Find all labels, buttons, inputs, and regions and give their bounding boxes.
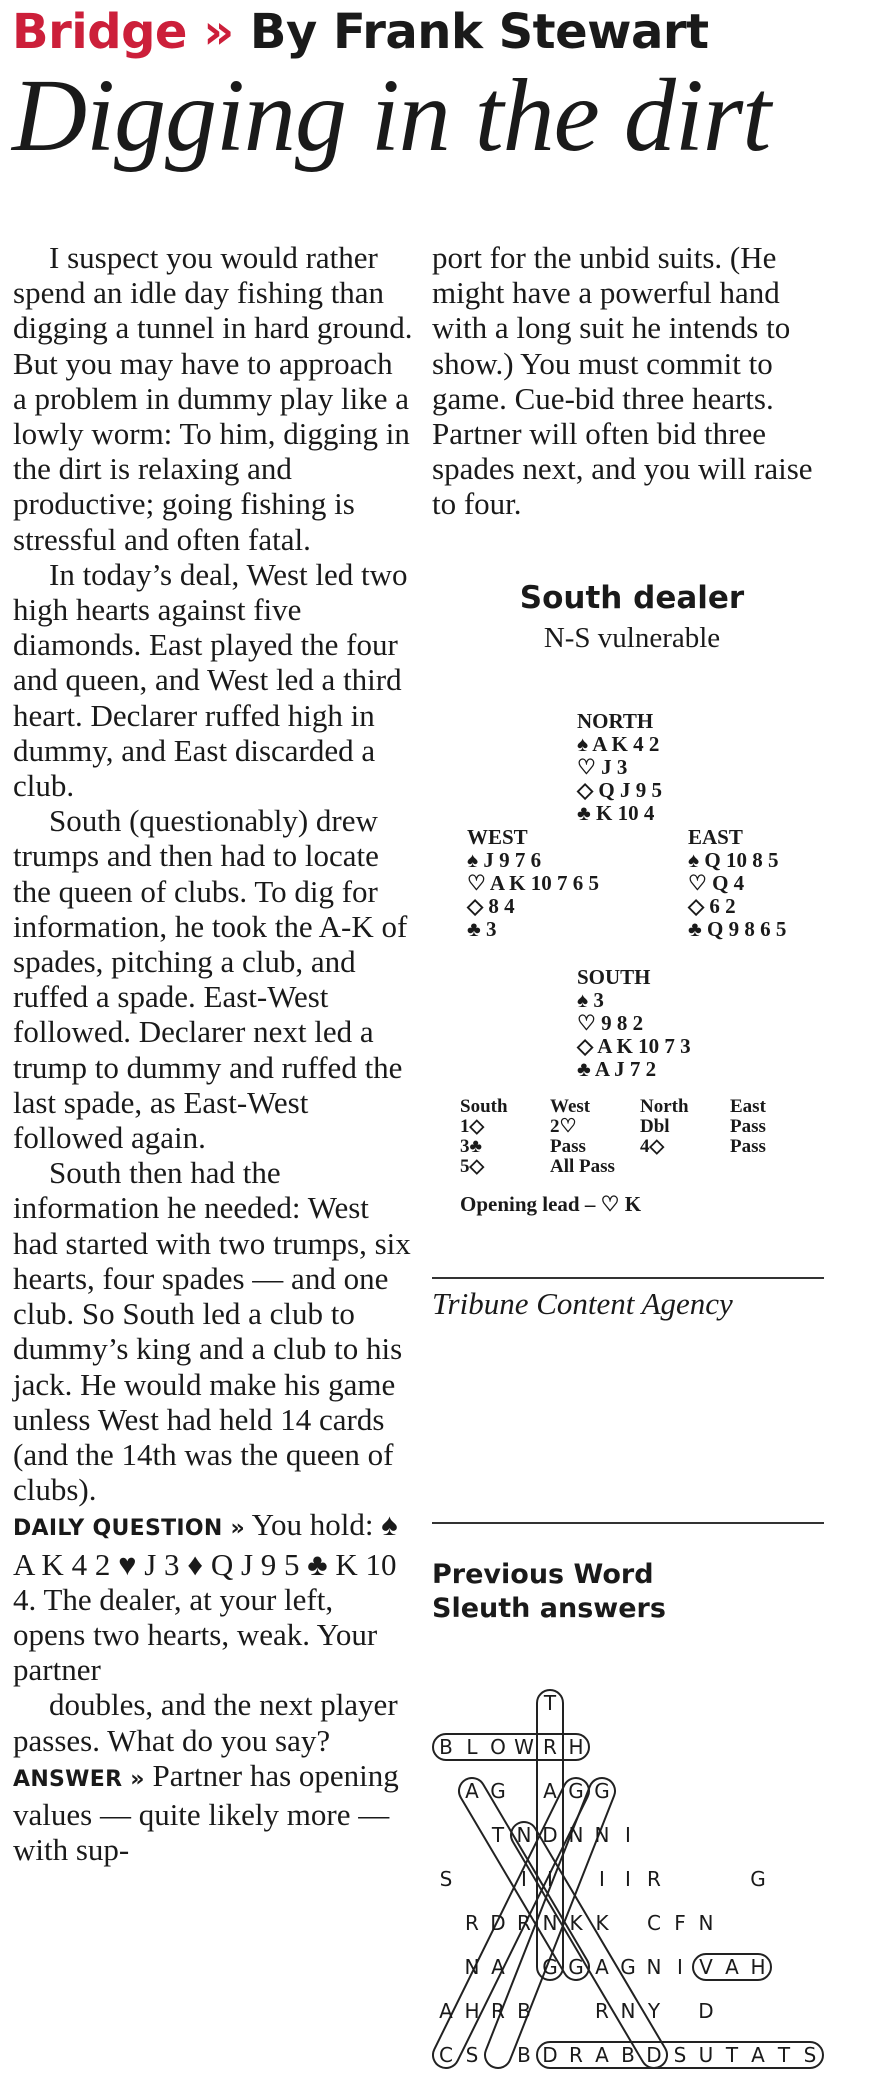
- puzzle-letter: L: [466, 1735, 478, 1759]
- daily-question: [13, 1507, 413, 1687]
- auction-header-row: [460, 1097, 820, 1117]
- paragraph-4: South then had the information he needed: West had started with two trumps, six hearts, four spades — and one club. So South led a club to dummy’s king and a club to his jack. He would make his game unless West had held 14 cards (and the 14th was the queen of clubs).: [13, 1155, 411, 1508]
- paragraph-3: South (questionably) drew trumps and then had to locate the queen of clubs. To dig for information, he took the A-K of spades, pitching a club, and ruffed a spade. East-West followed. Declarer next led a trump to dummy and ruffed the last spade, as East-West followed again.: [13, 803, 408, 1156]
- puzzle-letter: A: [439, 1999, 453, 2023]
- puzzle-letter: C: [439, 2043, 453, 2067]
- puzzle-letter: I: [547, 1867, 553, 1891]
- daily-question-label: DAILY QUESTION »: [13, 1516, 246, 1542]
- puzzle-letter: R: [543, 1735, 557, 1759]
- byline: By Frank Stewart: [249, 4, 709, 60]
- previous-answers-title: [432, 1558, 812, 1626]
- auction-bid: All Pass: [550, 1156, 615, 1177]
- answer-text: Partner has opening values — quite likely more — with sup-: [13, 1757, 399, 1868]
- puzzle-letter: G: [594, 1779, 610, 1803]
- previous-answers-title-line2: Sleuth answers: [432, 1593, 666, 1624]
- north-hand: [577, 710, 662, 825]
- south-diamonds: ◇ A K 10 7 3: [577, 1034, 691, 1058]
- puzzle-letter: A: [491, 1955, 505, 1979]
- auction-bid: Pass: [550, 1136, 586, 1157]
- auction-header-west: West: [550, 1096, 591, 1117]
- auction-table: [460, 1097, 820, 1177]
- east-diamonds: ◇ 6 2: [688, 894, 736, 918]
- answer-label: ANSWER »: [13, 1766, 145, 1792]
- puzzle-letter: T: [725, 2043, 739, 2067]
- south-hand: [577, 966, 691, 1081]
- article-right-column: [432, 240, 832, 522]
- west-label: WEST: [467, 825, 528, 849]
- auction-bid: Pass: [730, 1136, 766, 1157]
- puzzle-letter: D: [646, 2043, 662, 2067]
- puzzle-letter: N: [620, 1999, 636, 2023]
- auction-bid: [730, 1157, 820, 1177]
- paragraph-2: In today’s deal, West led two high hearts against five diamonds. East played the four and queen, and West led a third heart. Declarer ruffed high in dummy, and East discarded a club.: [13, 556, 408, 804]
- puzzle-letter: U: [698, 2043, 714, 2067]
- puzzle-letter: H: [464, 1999, 480, 2023]
- east-clubs: ♣ Q 9 8 6 5: [688, 917, 787, 941]
- east-hand: [688, 826, 786, 941]
- puzzle-letter: D: [698, 1999, 714, 2023]
- puzzle-letter: S: [465, 2043, 479, 2067]
- puzzle-letter: A: [595, 1955, 609, 1979]
- puzzle-letter: I: [625, 1867, 631, 1891]
- south-spades: ♠ 3: [577, 988, 604, 1012]
- page-header: [12, 4, 882, 173]
- auction-row: [460, 1137, 820, 1157]
- deal-title: South dealer: [519, 580, 745, 616]
- puzzle-letter: G: [568, 1955, 584, 1979]
- puzzle-letter: N: [646, 1955, 662, 1979]
- puzzle-letter: A: [751, 2043, 765, 2067]
- north-hearts: ♡ J 3: [577, 755, 628, 779]
- auction-row: [460, 1117, 820, 1137]
- puzzle-letter: O: [490, 1735, 506, 1759]
- auction-bid: 1◇: [460, 1116, 485, 1137]
- column-kicker: [12, 4, 882, 60]
- south-label: SOUTH: [577, 965, 651, 989]
- auction-bid: [640, 1157, 730, 1177]
- puzzle-letter: N: [542, 1911, 558, 1935]
- puzzle-letter: B: [439, 1735, 453, 1759]
- puzzle-letter: I: [599, 1867, 605, 1891]
- puzzle-letter: D: [490, 1911, 506, 1935]
- east-label: EAST: [688, 825, 743, 849]
- credit-line: Tribune Content Agency: [432, 1286, 733, 1321]
- puzzle-letter: T: [777, 2043, 791, 2067]
- headline: Digging in the dirt: [12, 58, 771, 173]
- puzzle-letter: T: [543, 1691, 557, 1715]
- puzzle-letter: A: [465, 1779, 479, 1803]
- puzzle-letter: H: [750, 1955, 766, 1979]
- puzzle-letter: R: [517, 1911, 531, 1935]
- puzzle-letter: B: [517, 2043, 531, 2067]
- puzzle-letter: G: [620, 1955, 636, 1979]
- puzzle-word-loop: [506, 1817, 672, 2073]
- paragraph-1: I suspect you would rather spend an idle day fishing than digging a tunnel in hard ground. But you may have to approach a problem in dummy play like a lowly worm: To him, digging in the dirt is relaxing and productive; going fishing is stressful and often fatal.: [13, 240, 413, 557]
- deal-vulnerability: N-S vulnerable: [543, 622, 721, 654]
- puzzle-word-loop: [433, 1734, 589, 1760]
- puzzle-letter: D: [542, 2043, 558, 2067]
- west-spades: ♠ J 9 7 6: [467, 848, 542, 872]
- auction-bid: 5◇: [460, 1156, 485, 1177]
- auction-bid: 2♡: [550, 1116, 577, 1137]
- answer-continued: port for the unbid suits. (He might have a powerful hand with a long suit he intends to show.) You must commit to game. Cue-bid three hearts. Partner will often bid three spades next, and you will raise to four.: [432, 240, 813, 522]
- puzzle-letter: R: [465, 1911, 479, 1935]
- puzzle-letter: H: [568, 1735, 584, 1759]
- north-diamonds: ◇ Q J 9 5: [577, 778, 662, 802]
- divider: [432, 1277, 824, 1279]
- auction-header-north: North: [640, 1096, 689, 1117]
- puzzle-letter: R: [647, 1867, 661, 1891]
- puzzle-letter: V: [699, 1955, 713, 1979]
- auction-bid: 4◇: [640, 1136, 665, 1157]
- puzzle-letter: N: [516, 1823, 532, 1847]
- puzzle-letter: I: [521, 1867, 527, 1891]
- puzzle-letter: A: [725, 1955, 739, 1979]
- auction-row: [460, 1157, 820, 1177]
- east-hearts: ♡ Q 4: [688, 871, 745, 895]
- puzzle-letter: R: [491, 1999, 505, 2023]
- puzzle-letter: N: [698, 1911, 714, 1935]
- puzzle-letter: K: [569, 1911, 583, 1935]
- south-hearts: ♡ 9 8 2: [577, 1011, 644, 1035]
- north-label: NORTH: [577, 709, 654, 733]
- puzzle-letter: N: [568, 1823, 584, 1847]
- puzzle-letter: N: [464, 1955, 480, 1979]
- west-hand: [467, 826, 599, 941]
- puzzle-letter: S: [673, 2043, 687, 2067]
- puzzle-letter: R: [569, 2043, 583, 2067]
- west-diamonds: ◇ 8 4: [467, 894, 515, 918]
- auction-bid: Pass: [730, 1116, 766, 1137]
- puzzle-letter: C: [647, 1911, 661, 1935]
- puzzle-letter: G: [750, 1867, 766, 1891]
- daily-question-continued: doubles, and the next player passes. What do you say?: [13, 1687, 398, 1758]
- daily-question-text: You hold: ♠ A K 4 2 ♥ J 3 ♦ Q J 9 5 ♣ K 10 4. The dealer, at your left, opens two hearts, weak. Your partner: [13, 1507, 398, 1688]
- auction-bid: Dbl: [640, 1116, 670, 1137]
- puzzle-letter: F: [674, 1911, 686, 1935]
- puzzle-letter: G: [542, 1955, 558, 1979]
- north-clubs: ♣ K 10 4: [577, 801, 655, 825]
- puzzle-letter: A: [595, 2043, 609, 2067]
- article-left-column: [13, 240, 413, 1867]
- puzzle-letter: G: [490, 1779, 506, 1803]
- puzzle-letter: D: [542, 1823, 558, 1847]
- puzzle-letter: N: [594, 1823, 610, 1847]
- auction-header-east: East: [730, 1096, 766, 1117]
- puzzle-letter: G: [568, 1779, 584, 1803]
- puzzle-letter: S: [439, 1867, 453, 1891]
- west-clubs: ♣ 3: [467, 917, 497, 941]
- north-spades: ♠ A K 4 2: [577, 732, 660, 756]
- puzzle-letter: B: [621, 2043, 635, 2067]
- previous-answers-title-line1: Previous Word: [432, 1559, 654, 1590]
- south-clubs: ♣ A J 7 2: [577, 1057, 657, 1081]
- puzzle-letter: T: [491, 1823, 505, 1847]
- puzzle-letter: K: [595, 1911, 609, 1935]
- west-hearts: ♡ A K 10 7 6 5: [467, 871, 600, 895]
- puzzle-letter: R: [595, 1999, 609, 2023]
- divider: [432, 1522, 824, 1524]
- answer: [13, 1758, 413, 1868]
- puzzle-letter: B: [517, 1999, 531, 2023]
- section-brand: Bridge »: [12, 4, 234, 60]
- auction-header-south: South: [460, 1096, 508, 1117]
- puzzle-letter: S: [803, 2043, 817, 2067]
- puzzle-letter: A: [543, 1779, 557, 1803]
- puzzle-letter: Y: [647, 1999, 661, 2023]
- word-sleuth-grid: [432, 1670, 832, 2080]
- puzzle-letter: I: [625, 1823, 631, 1847]
- opening-lead: Opening lead – ♡ K: [460, 1192, 642, 1216]
- puzzle-letter: I: [677, 1955, 683, 1979]
- puzzle-letter: W: [514, 1735, 534, 1759]
- auction-bid: 3♣: [460, 1136, 482, 1157]
- east-spades: ♠ Q 10 8 5: [688, 848, 779, 872]
